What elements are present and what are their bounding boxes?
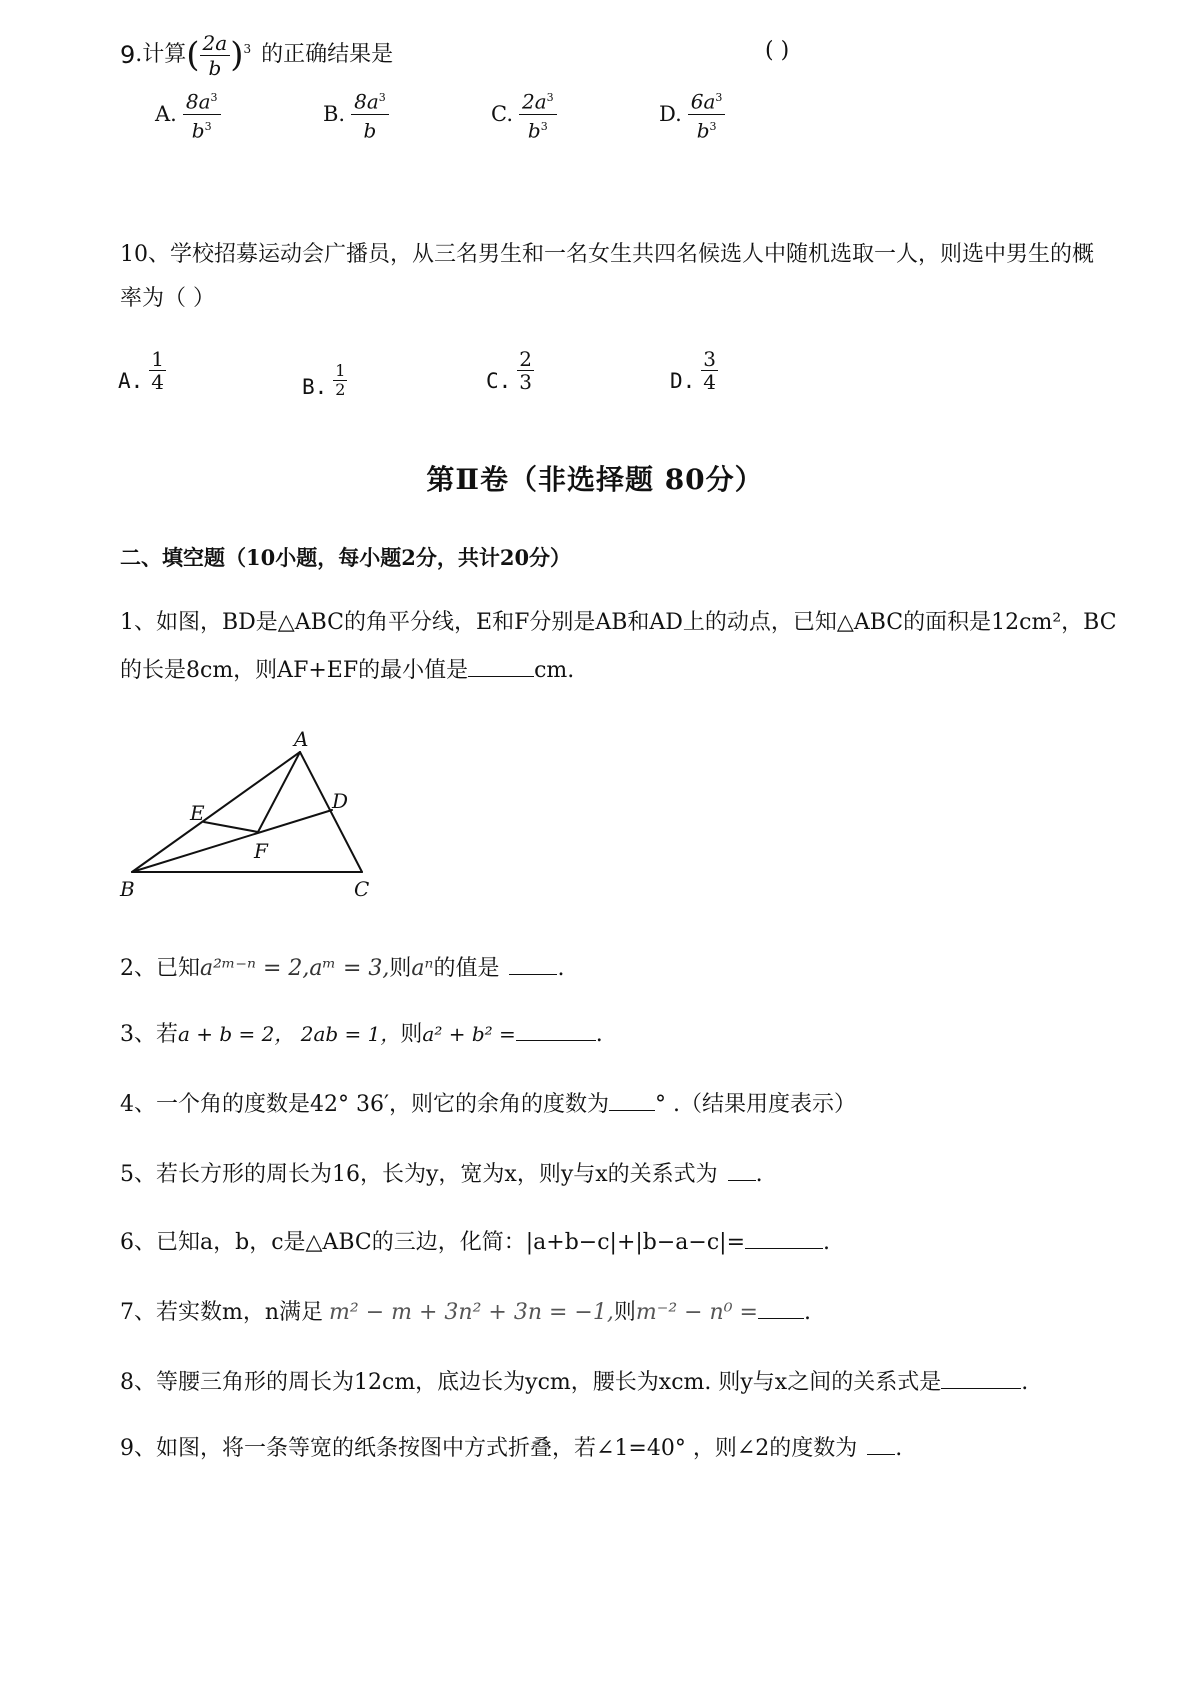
fill-q6-answer-blank[interactable] bbox=[745, 1226, 823, 1249]
segment-ef bbox=[204, 822, 258, 832]
segment-af bbox=[258, 752, 300, 832]
fill-q3-answer-blank[interactable] bbox=[516, 1018, 596, 1041]
q9-option-c-fraction bbox=[519, 86, 557, 142]
q9-option-d-den-exp: 3 bbox=[709, 119, 717, 133]
fill-q9-end: . bbox=[895, 1436, 903, 1461]
q9-option-a-num: 8a bbox=[185, 89, 211, 114]
q10-option-d-fraction bbox=[701, 348, 718, 393]
fill-q4-suffix: ° .（结果用度表示） bbox=[654, 1092, 856, 1117]
fill-q2 bbox=[120, 952, 564, 984]
fill-q4 bbox=[120, 1088, 856, 1120]
fill-q2-target: aⁿ bbox=[411, 956, 434, 981]
q9-option-c-num-exp: 3 bbox=[546, 91, 554, 104]
q9-option-d-fraction bbox=[688, 86, 726, 142]
q9-option-a-label: A. bbox=[155, 102, 177, 127]
fill-q3-then: 则 bbox=[400, 1022, 423, 1047]
fill-q8-end: . bbox=[1021, 1370, 1029, 1395]
q9-option-a-den: b bbox=[191, 118, 205, 143]
fill-q7 bbox=[120, 1296, 811, 1328]
fill-q3-end: . bbox=[595, 1022, 603, 1047]
q9-stem bbox=[120, 30, 393, 80]
fill-q7-then: 则 bbox=[613, 1300, 636, 1325]
label-c: C bbox=[354, 877, 370, 901]
q10-option-d[interactable] bbox=[670, 348, 718, 393]
fill-q6-end: . bbox=[823, 1230, 831, 1255]
q9-expression-numerator: 2a bbox=[200, 31, 231, 56]
q10-option-b-den: 2 bbox=[335, 380, 346, 399]
q9-expression-fraction bbox=[200, 31, 231, 80]
fill-q9 bbox=[120, 1432, 902, 1464]
segment-ac bbox=[300, 752, 362, 872]
label-d: D bbox=[332, 789, 349, 813]
q9-option-c-num: 2a bbox=[522, 89, 547, 114]
q10-option-d-den: 4 bbox=[703, 370, 717, 394]
q9-right-paren: ) bbox=[230, 35, 244, 75]
fill-q9-text: 9、如图，将一条等宽的纸条按图中方式折叠，若∠1=40° ，则∠2的度数为 bbox=[120, 1436, 858, 1461]
q10-option-b-fraction bbox=[333, 362, 347, 399]
fill-q3-target: a² + b² = bbox=[422, 1022, 516, 1046]
fill-q2-equation: a²ᵐ⁻ⁿ = 2,aᵐ = 3, bbox=[200, 956, 390, 981]
q9-option-b-num-exp: 3 bbox=[378, 91, 386, 104]
q9-option-d[interactable] bbox=[659, 86, 725, 142]
q9-expression-exponent: 3 bbox=[243, 42, 252, 56]
q10-line-2: 率为（ ） bbox=[120, 286, 215, 311]
fill-q8 bbox=[120, 1366, 1028, 1398]
section-2-title: 二、填空题（10小题，每小题2分，共计20分） bbox=[120, 545, 572, 570]
fill-q4-text: 4、一个角的度数是42° 36′，则它的余角的度数为 bbox=[120, 1092, 609, 1117]
fill-q2-answer-blank[interactable] bbox=[509, 952, 557, 975]
q10-options bbox=[118, 348, 758, 418]
fill-q1-line-2-text: 的长是8cm，则AF+EF的最小值是 bbox=[120, 658, 469, 683]
q9-option-d-num: 6a bbox=[690, 89, 716, 114]
q9-option-d-den: b bbox=[696, 118, 710, 143]
q9-option-c-label: C. bbox=[491, 102, 513, 127]
fill-q3-condition: a + b = 2， 2ab = 1， bbox=[178, 1022, 401, 1046]
q10-option-a-label: A. bbox=[118, 369, 144, 393]
fill-q7-target: m⁻² − n⁰ = bbox=[635, 1300, 758, 1325]
label-f: F bbox=[254, 839, 268, 863]
fill-q1-unit: cm. bbox=[534, 658, 575, 683]
fill-q5 bbox=[120, 1158, 763, 1190]
label-b: B bbox=[120, 877, 135, 901]
q9-option-a-num-exp: 3 bbox=[210, 91, 218, 104]
q9-option-a[interactable] bbox=[155, 86, 221, 142]
q10-option-a-fraction bbox=[149, 348, 166, 393]
q9-suffix: 的正确结果是 bbox=[261, 42, 394, 67]
q10-option-a[interactable] bbox=[118, 348, 166, 393]
q9-option-a-fraction bbox=[183, 86, 221, 142]
q9-option-b[interactable] bbox=[323, 86, 389, 142]
fill-q7-prefix: 7、若实数m，n满足 bbox=[120, 1300, 324, 1325]
q9-expression-denominator: b bbox=[208, 55, 222, 80]
label-e: E bbox=[190, 801, 205, 825]
q9-option-c-den-exp: 3 bbox=[540, 119, 548, 133]
fill-q3 bbox=[120, 1018, 603, 1050]
q10-option-b-label: B. bbox=[302, 375, 328, 399]
fill-q2-prefix: 2、已知 bbox=[120, 956, 200, 981]
fill-q2-suffix: 的值是 bbox=[433, 956, 500, 981]
fill-q8-answer-blank[interactable] bbox=[941, 1366, 1021, 1389]
fill-q1-answer-blank[interactable] bbox=[468, 654, 534, 677]
fill-q5-answer-blank[interactable] bbox=[728, 1158, 756, 1181]
q10-option-a-den: 4 bbox=[151, 370, 165, 394]
q9-answer-paren: ( ) bbox=[765, 38, 790, 63]
q9-option-d-label: D. bbox=[659, 102, 682, 127]
fill-q6 bbox=[120, 1226, 830, 1258]
q9-option-b-num: 8a bbox=[354, 89, 379, 114]
q9-left-paren: ( bbox=[186, 35, 200, 75]
triangle-figure bbox=[110, 720, 400, 910]
q9-option-b-fraction bbox=[351, 86, 389, 142]
segment-bd bbox=[132, 810, 332, 872]
q10-option-d-label: D. bbox=[670, 369, 696, 393]
fill-q5-end: . bbox=[755, 1162, 763, 1187]
q10-option-a-num: 1 bbox=[151, 347, 165, 371]
q9-option-b-label: B. bbox=[323, 102, 346, 127]
q10-option-b[interactable] bbox=[302, 362, 347, 399]
fill-q2-end: . bbox=[557, 956, 565, 981]
fill-q6-text: 6、已知a，b，c是△ABC的三边，化简：|a+b−c|+|b−a−c|= bbox=[120, 1230, 746, 1255]
label-a: A bbox=[294, 727, 309, 751]
segment-ab bbox=[132, 752, 300, 872]
q9-option-a-den-exp: 3 bbox=[204, 119, 212, 133]
part-2-title: 第Ⅱ卷（非选择题 80分） bbox=[426, 463, 764, 496]
fill-q9-answer-blank[interactable] bbox=[867, 1432, 895, 1455]
q9-option-d-num-exp: 3 bbox=[715, 91, 723, 104]
q9-option-c[interactable] bbox=[491, 86, 557, 142]
q10-option-c-fraction bbox=[517, 348, 534, 393]
q9-option-b-den: b bbox=[363, 118, 377, 143]
q10-option-d-num: 3 bbox=[703, 347, 717, 371]
q9-options bbox=[155, 86, 795, 146]
fill-q7-equation: m² − m + 3n² + 3n = −1, bbox=[329, 1300, 614, 1325]
fill-q3-prefix: 3、若 bbox=[120, 1022, 178, 1047]
fill-q4-answer-blank[interactable] bbox=[609, 1088, 655, 1111]
q10-option-c[interactable] bbox=[486, 348, 534, 393]
q10-line-1: 10、学校招募运动会广播员，从三名男生和一名女生共四名候选人中随机选取一人，则选中男生的概 bbox=[120, 242, 1094, 267]
fill-q7-answer-blank[interactable] bbox=[758, 1296, 804, 1319]
fill-q1-line-1: 1、如图，BD是△ABC的角平分线，E和F分别是AB和AD上的动点，已知△ABC的面积是12cm²，BC bbox=[120, 610, 1117, 635]
q10-option-c-label: C. bbox=[486, 369, 512, 393]
fill-q8-text: 8、等腰三角形的周长为12cm，底边长为ycm，腰长为xcm. 则y与x之间的关系式是 bbox=[120, 1370, 942, 1395]
fill-q5-text: 5、若长方形的周长为16，长为y，宽为x，则y与x的关系式为 bbox=[120, 1162, 718, 1187]
q10-option-c-num: 2 bbox=[519, 347, 533, 371]
fill-q1-line-2 bbox=[120, 654, 574, 686]
q9-number: 9 bbox=[120, 41, 136, 69]
q10-option-c-den: 3 bbox=[519, 370, 533, 394]
q10-option-b-num: 1 bbox=[335, 361, 346, 380]
q9-option-c-den: b bbox=[527, 118, 541, 143]
fill-q2-then: 则 bbox=[389, 956, 412, 981]
q9-prefix: .计算 bbox=[135, 42, 187, 67]
fill-q7-end: . bbox=[803, 1300, 811, 1325]
